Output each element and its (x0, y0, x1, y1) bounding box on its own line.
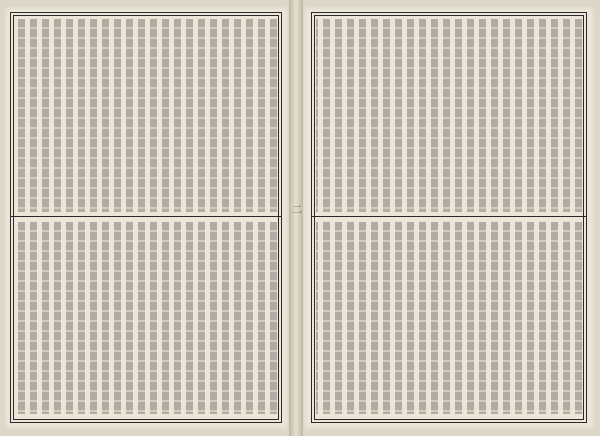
text-columns (15, 222, 277, 414)
page-number: 二 (292, 205, 302, 216)
left-page-frame (10, 12, 282, 423)
left-top-text-block (15, 19, 277, 212)
left-bottom-text-block (15, 222, 277, 414)
left-page (4, 6, 289, 430)
right-page-frame (311, 12, 587, 423)
right-top-text-block (316, 19, 582, 212)
right-bottom-text-block (316, 222, 582, 414)
text-columns (316, 222, 582, 414)
right-page (303, 6, 595, 430)
section-divider (11, 216, 281, 217)
text-columns (316, 19, 582, 212)
section-divider (312, 216, 586, 217)
text-columns (15, 19, 277, 212)
page-gutter (289, 0, 303, 436)
